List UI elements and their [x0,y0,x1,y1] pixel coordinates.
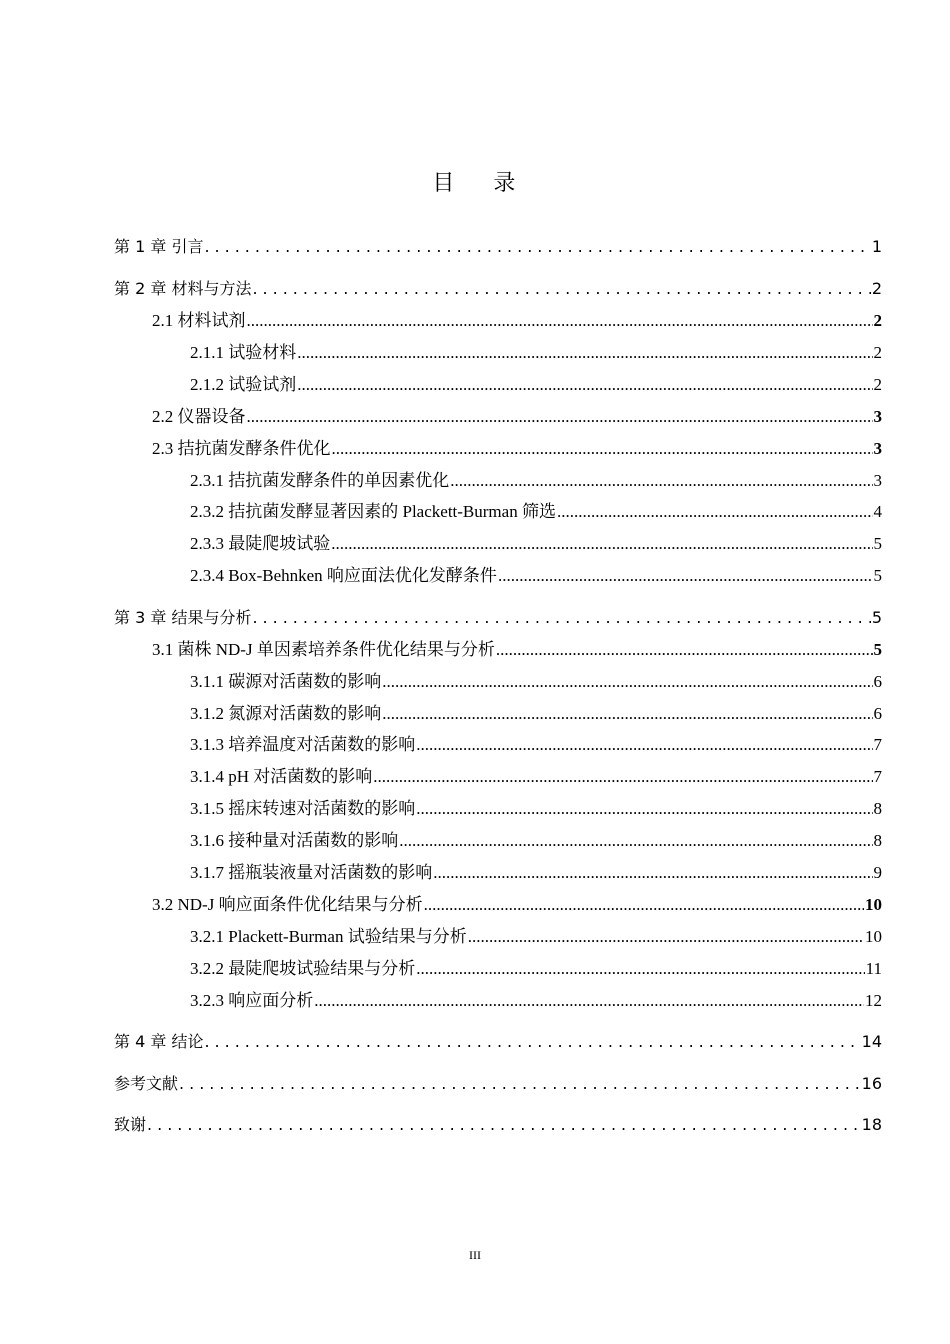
toc-entry-page: 4 [873,502,882,521]
toc-entry-label: 3.1.6 接种量对活菌数的影响 [190,831,399,850]
toc-dot-leader [332,438,873,460]
toc-entry-page: 12 [865,991,882,1010]
toc-dot-leader [382,671,872,693]
toc-title: 目 录 [432,171,518,196]
page-number-footer: III [469,1248,481,1262]
toc-entry-page: 5 [871,608,882,627]
toc-dot-leader [252,278,870,300]
toc-entry-label: 2.1.2 试验试剂 [190,375,297,394]
toc-entry[interactable] [152,639,882,661]
toc-dot-leader [557,501,873,523]
toc-entry-page: 5 [873,534,882,553]
toc-entry-page: 18 [861,1115,882,1134]
toc-entry-page: 5 [873,640,882,659]
toc-entry-label: 3.1.4 pH 对活菌数的影响 [190,767,373,786]
toc-entry-label: 参考文献 [114,1074,179,1093]
toc-entry[interactable] [190,958,882,980]
toc-entry-page: 10 [865,927,882,946]
toc-entry-page: 14 [861,1032,882,1051]
toc-dot-leader [416,958,864,980]
toc-dot-leader [468,926,864,948]
toc-dot-leader [204,1031,860,1053]
toc-entry[interactable] [190,862,882,884]
toc-entry[interactable] [114,236,882,258]
toc-entry-label: 3.2 ND-J 响应面条件优化结果与分析 [152,895,423,914]
toc-entry[interactable] [190,533,882,555]
toc-entry[interactable] [190,830,882,852]
toc-entry-label: 3.1 菌株 ND-J 单因素培养条件优化结果与分析 [152,640,495,659]
toc-entry-page: 2 [873,343,882,362]
toc-dot-leader [147,1114,861,1136]
toc-entry[interactable] [190,470,882,492]
toc-entry-page: 3 [873,407,882,426]
toc-entry[interactable] [190,990,882,1012]
toc-dot-leader [498,565,873,587]
toc-entry[interactable] [190,766,882,788]
toc-entry-label: 3.1.5 摇床转速对活菌数的影响 [190,799,416,818]
toc-entry[interactable] [114,1031,882,1053]
toc-entry-label: 2.2 仪器设备 [152,407,246,426]
toc-entry-page: 7 [873,735,882,754]
toc-dot-leader [179,1073,861,1095]
toc-dot-leader [424,894,864,916]
toc-dot-leader [399,830,872,852]
toc-dot-leader [416,734,872,756]
toc-entry-label: 致谢 [114,1115,147,1134]
toc-entry-page: 3 [873,471,882,490]
toc-entry-label: 第 1 章 引言 [114,237,204,256]
toc-dot-leader [247,406,873,428]
toc-entry[interactable] [114,1114,882,1136]
toc-entry[interactable] [190,926,882,948]
toc-entry-label: 第 4 章 结论 [114,1032,204,1051]
toc-entry-label: 3.2.2 最陡爬坡试验结果与分析 [190,959,416,978]
toc-dot-leader [373,766,872,788]
toc-entry[interactable] [152,310,882,332]
toc-entry[interactable] [190,798,882,820]
toc-entry-page: 8 [873,831,882,850]
toc-dot-leader [204,236,870,258]
toc-entry-label: 3.1.1 碳源对活菌数的影响 [190,672,382,691]
toc-entry[interactable] [190,565,882,587]
toc-entry-label: 2.3.4 Box-Behnken 响应面法优化发酵条件 [190,566,497,585]
toc-entry-label: 2.3 拮抗菌发酵条件优化 [152,439,331,458]
toc-entry-label: 3.2.3 响应面分析 [190,991,314,1010]
toc-dot-leader [496,639,873,661]
toc-entry-label: 2.1 材料试剂 [152,311,246,330]
toc-entry[interactable] [152,406,882,428]
toc-entry-page: 2 [871,279,882,298]
toc-entry-label: 2.3.3 最陡爬坡试验 [190,534,331,553]
toc-entry-label: 2.1.1 试验材料 [190,343,297,362]
toc-dot-leader [252,607,870,629]
toc-entry-label: 2.3.1 拮抗菌发酵条件的单因素优化 [190,471,450,490]
toc-dot-leader [297,342,872,364]
toc-entry-label: 3.2.1 Plackett-Burman 试验结果与分析 [190,927,467,946]
toc-entry-page: 8 [873,799,882,818]
toc-entry[interactable] [152,438,882,460]
toc-entry-page: 1 [871,237,882,256]
toc-entry-page: 9 [873,863,882,882]
toc-dot-leader [247,310,873,332]
toc-entry-label: 3.1.3 培养温度对活菌数的影响 [190,735,416,754]
toc-dot-leader [450,470,872,492]
toc-entry[interactable] [114,1073,882,1095]
toc-entry[interactable] [190,703,882,725]
toc-entry[interactable] [190,734,882,756]
toc-entry[interactable] [190,342,882,364]
toc-entry-page: 3 [873,439,882,458]
toc-entry-page: 10 [865,895,882,914]
toc-entry-page: 11 [865,959,882,978]
toc-entry-label: 第 2 章 材料与方法 [114,279,252,298]
toc-dot-leader [331,533,872,555]
toc-entry-page: 6 [873,704,882,723]
toc-entry-page: 7 [873,767,882,786]
toc-entry[interactable] [114,607,882,629]
toc-entry[interactable] [190,374,882,396]
toc-entry-page: 2 [873,311,882,330]
toc-entry[interactable] [190,501,882,523]
toc-entry[interactable] [190,671,882,693]
toc-dot-leader [416,798,872,820]
toc-dot-leader [297,374,872,396]
toc-entry-page: 16 [861,1074,882,1093]
toc-entry[interactable] [152,894,882,916]
toc-entry-page: 2 [873,375,882,394]
toc-entry-page: 6 [873,672,882,691]
toc-entry-label: 3.1.7 摇瓶装液量对活菌数的影响 [190,863,433,882]
toc-entry-label: 第 3 章 结果与分析 [114,608,252,627]
toc-entry-label: 2.3.2 拮抗菌发酵显著因素的 Plackett-Burman 筛选 [190,502,556,521]
toc-dot-leader [433,862,872,884]
toc-entry-label: 3.1.2 氮源对活菌数的影响 [190,704,382,723]
toc-dot-leader [382,703,872,725]
toc-entry-page: 5 [873,566,882,585]
toc-dot-leader [314,990,864,1012]
toc-entry[interactable] [114,278,882,300]
